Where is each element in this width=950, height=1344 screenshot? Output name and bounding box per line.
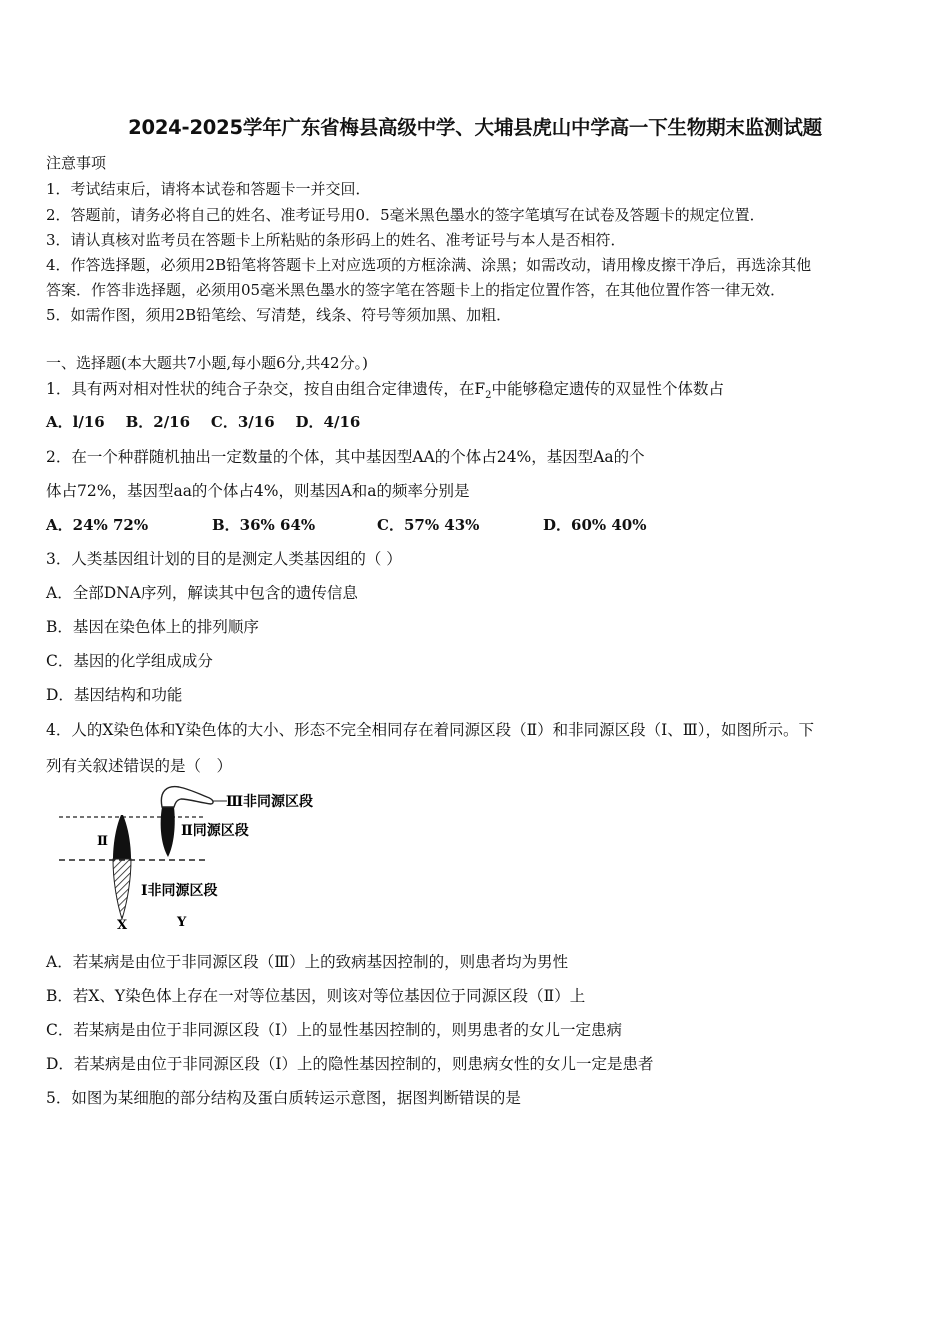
question-3-option-c: C．基因的化学组成成分 xyxy=(46,652,213,670)
question-2-stem: 体占72%，基因型aa的个体占4%，则基因A和a的频率分别是 xyxy=(46,482,470,500)
y-chromosome-region-II xyxy=(161,807,175,857)
question-4-option-c: C．若某病是由位于非同源区段（I）上的显性基因控制的，则男患者的女儿一定患病 xyxy=(46,1021,622,1039)
question-4-option-b: B．若X、Y染色体上存在一对等位基因，则该对等位基因位于同源区段（Ⅱ）上 xyxy=(46,987,586,1005)
question-1-options: A．l/16 B．2/16 C．3/16 D．4/16 xyxy=(46,413,361,431)
label-region-I: Ⅰ非同源区段 xyxy=(141,883,218,899)
label-region-II: Ⅱ同源区段 xyxy=(181,823,249,839)
question-3-option-d: D．基因结构和功能 xyxy=(46,686,183,704)
notice-item: 答案．作答非选择题，必须用05毫米黑色墨水的签字笔在答题卡上的指定位置作答，在其他位置作答一律无效． xyxy=(46,281,786,299)
question-4-stem: 4．人的X染色体和Y染色体的大小、形态不完全相同存在着同源区段（Ⅱ）和非同源区段（Ⅰ、Ⅲ），如图所示。下 xyxy=(46,721,814,739)
section-heading: 一、选择题(本大题共7小题,每小题6分,共42分。) xyxy=(46,354,368,372)
question-4-stem: 列有关叙述错误的是（ ） xyxy=(46,757,233,775)
page-title: 2024-2025学年广东省梅县高级中学、大埔县虎山中学高一下生物期末监测试题 xyxy=(128,116,822,139)
notice-item: 4．作答选择题，必须用2B铅笔将答题卡上对应选项的方框涂满、涂黑；如需改动，请用橡皮擦干净后，再选涂其他 xyxy=(46,256,812,274)
label-region-II-left: Ⅱ xyxy=(97,834,108,849)
question-4-option-a: A．若某病是由位于非同源区段（Ⅲ）上的致病基因控制的，则患者均为男性 xyxy=(46,953,569,971)
question-2-option-d: D．60% 40% xyxy=(543,516,647,534)
question-2-stem: 2．在一个种群随机抽出一定数量的个体，其中基因型AA的个体占24%，基因型Aa的个 xyxy=(46,448,645,466)
question-5-stem: 5．如图为某细胞的部分结构及蛋白质转运示意图，据图判断错误的是 xyxy=(46,1089,521,1107)
notice-item: 2．答题前，请务必将自己的姓名、准考证号用0．5毫米黑色墨水的签字笔填写在试卷及答题卡的规定位置． xyxy=(46,206,765,224)
notice-item: 1．考试结束后，请将本试卷和答题卡一并交回． xyxy=(46,180,371,198)
question-3-option-b: B．基因在染色体上的排列顺序 xyxy=(46,618,259,636)
question-1-stem xyxy=(46,377,724,401)
y-chromosome-region-III xyxy=(161,787,213,807)
question-2-option-a: A．24% 72% xyxy=(46,516,149,534)
notice-heading: 注意事项 xyxy=(46,154,107,172)
label-region-III: Ⅲ非同源区段 xyxy=(226,794,314,810)
x-chromosome-region-I xyxy=(113,859,131,919)
x-chromosome-region-II xyxy=(113,815,131,859)
label-y-chromosome: Y xyxy=(177,915,187,930)
question-1-stem-part: 1．具有两对相对性状的纯合子杂交，按自由组合定律遗传，在F xyxy=(46,380,486,398)
label-x-chromosome: X xyxy=(117,918,128,933)
question-3-stem: 3．人类基因组计划的目的是测定人类基因组的（ ） xyxy=(46,550,402,568)
notice-item: 5．如需作图，须用2B铅笔绘、写清楚，线条、符号等须加黑、加粗． xyxy=(46,306,512,324)
question-1-stem-part: 中能够稳定遗传的双显性个体数占 xyxy=(491,380,725,398)
xy-chromosome-figure xyxy=(55,785,355,935)
question-3-option-a: A．全部DNA序列，解读其中包含的遗传信息 xyxy=(46,584,358,602)
question-2-option-c: C．57% 43% xyxy=(377,516,480,534)
question-4-option-d: D．若某病是由位于非同源区段（I）上的隐性基因控制的，则患病女性的女儿一定是患者 xyxy=(46,1055,654,1073)
question-2-option-b: B．36% 64% xyxy=(212,516,316,534)
notice-item: 3．请认真核对监考员在答题卡上所粘贴的条形码上的姓名、准考证号与本人是否相符． xyxy=(46,231,626,249)
question-1-subscript: 2 xyxy=(485,390,492,402)
